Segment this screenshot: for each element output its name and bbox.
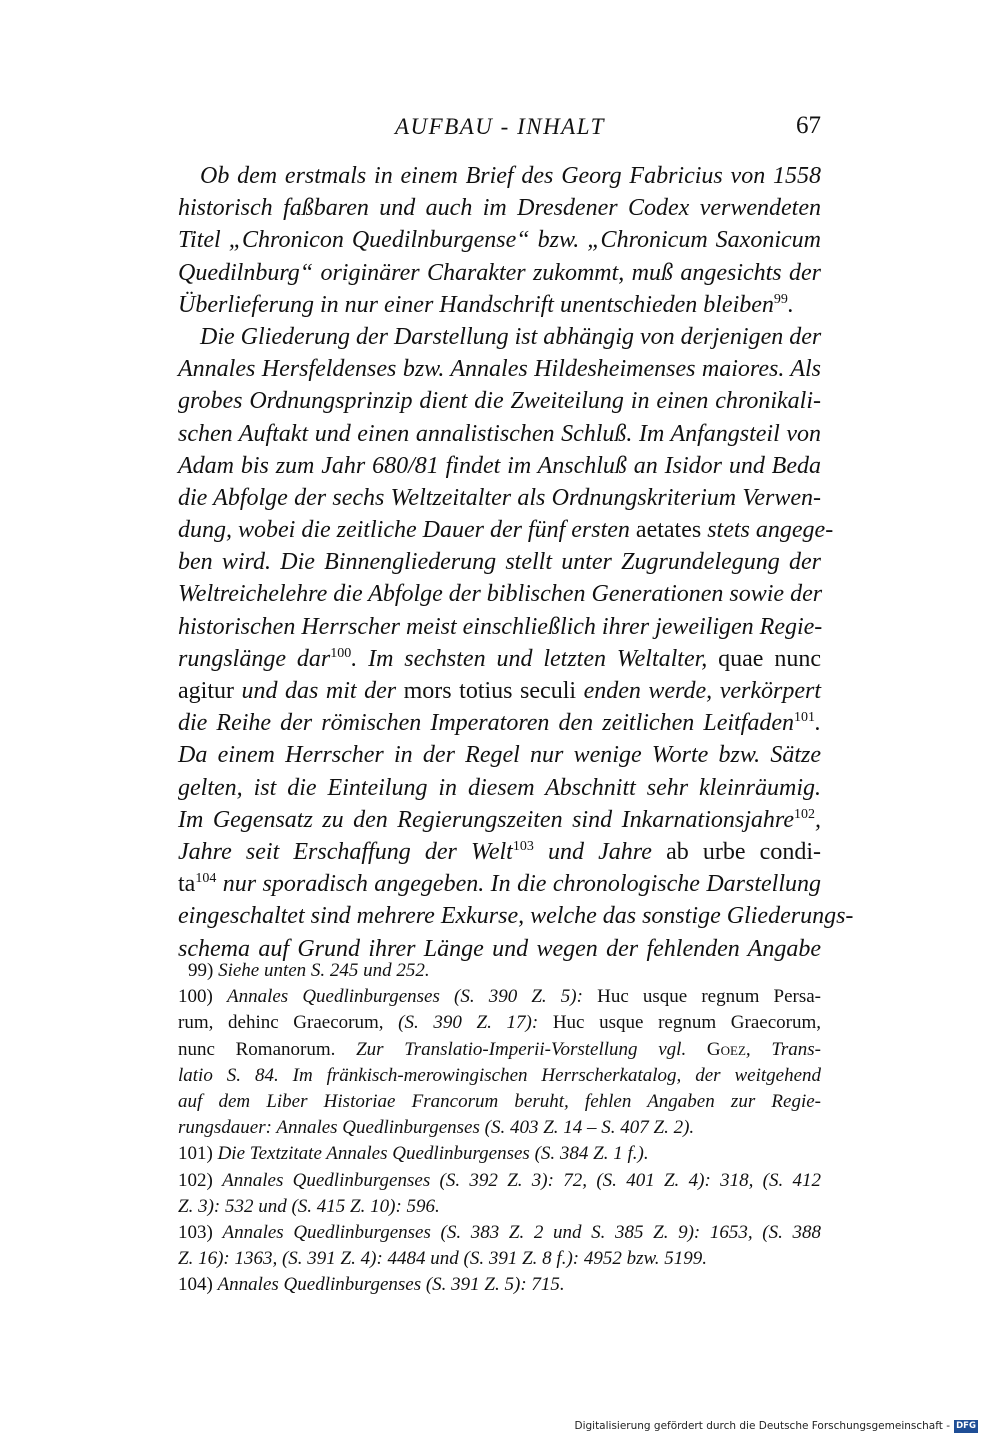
- text-run: nur sporadisch angegeben. In die chronologische Darstellung: [216, 871, 821, 898]
- latin-quote: agitur: [178, 678, 234, 704]
- text-run: Jahre seit Erschaffung der Welt: [178, 838, 513, 865]
- body-line: [178, 353, 821, 385]
- text-run: historischen Herrscher meist einschließlich ihrer jeweiligen Regie-: [178, 613, 823, 640]
- body-line: [178, 675, 821, 707]
- main-text: [178, 160, 854, 965]
- text-run: Titel „Chronicon Quedilnburgense“ bzw. „Chronicum Saxonicum: [178, 227, 821, 254]
- funding-note: Digitalisierung gefördert durch die Deutsche Forschungsgemeinschaft -: [574, 1420, 950, 1432]
- footnote-reference: 103: [512, 838, 534, 854]
- footnote-number: 103): [178, 1221, 223, 1243]
- footnote-reference: 104: [195, 871, 217, 887]
- text-run: Ob dem erstmals in einem Brief des Georg Fabricius von 1558: [200, 163, 821, 189]
- latin-quote: ab urbe condi-: [666, 838, 821, 865]
- latin-quote: ta: [178, 871, 196, 898]
- body-line: [178, 836, 821, 868]
- body-line: [178, 578, 821, 610]
- text-run: Weltreichelehre die Abfolge der biblischen Generationen sowie der: [178, 581, 823, 608]
- text-run: auf dem Liber Historiae Francorum beruht, fehlen Angaben zur Regie-: [178, 1090, 821, 1112]
- page-number: 67: [796, 112, 821, 139]
- footnote-reference: 100: [330, 645, 352, 661]
- body-line: [178, 224, 821, 256]
- footnotes: [178, 958, 821, 1298]
- text-run: historisch faßbaren und auch im Dresdener Codex verwendeten: [178, 195, 821, 222]
- text-run: Adam bis zum Jahr 680/81 findet im Anschluß an Isidor und Beda: [178, 452, 821, 479]
- text-run: , Trans-: [745, 1038, 821, 1060]
- latin-quote: Huc usque regnum Graecorum,: [552, 1012, 821, 1034]
- text-run: und Jahre: [533, 838, 667, 865]
- text-run: gelten, ist die Einteilung in diesem Abschnitt sehr kleinräumig.: [178, 774, 821, 801]
- footnote-line: [178, 1010, 821, 1036]
- text-run: rungsdauer: Annales Quedlinburgenses (S. 403 Z. 14 – S. 407 Z. 2).: [178, 1117, 695, 1139]
- footnote-line: [178, 1272, 821, 1298]
- text-run: und das mit der: [233, 678, 404, 704]
- running-head: AUFBAU - INHALT: [395, 114, 605, 139]
- footnote-line: [178, 1168, 821, 1194]
- body-line: [178, 804, 821, 836]
- footnote-number: 100): [178, 986, 227, 1008]
- body-line: [178, 611, 821, 643]
- footnote-line: [178, 1220, 821, 1246]
- body-line: [178, 772, 821, 804]
- text-run: Zur Translatio-Imperii-Vorstellung vgl.: [356, 1038, 707, 1060]
- footnote-line: [178, 1115, 821, 1141]
- text-run: schema auf Grund ihrer Länge und wegen der fehlenden Angabe: [178, 935, 821, 962]
- text-run: Da einem Herrscher in der Regel nur wenige Worte bzw. Sätze: [178, 742, 821, 769]
- text-run: die Abfolge der sechs Weltzeitalter als Ordnungskriterium Verwen-: [178, 484, 821, 511]
- body-line: [178, 482, 821, 514]
- footnote-number: 101): [178, 1143, 218, 1165]
- text-run: . Im sechsten und letzten Weltalter,: [351, 645, 719, 672]
- text-run: Z. 3): 532 und (S. 415 Z. 10): 596.: [178, 1195, 440, 1217]
- latin-quote: rum, dehinc Graecorum,: [178, 1012, 399, 1034]
- footnote-reference: 102: [794, 806, 815, 822]
- body-line: [178, 900, 854, 932]
- body-line: [178, 739, 821, 771]
- footnote-line: [178, 1037, 821, 1063]
- text-run: (S. 390 Z. 17):: [398, 1012, 553, 1034]
- text-run: ben wird. Die Binnengliederung stellt unter Zugrundelegung der: [178, 549, 821, 576]
- latin-quote: aetates: [635, 517, 702, 544]
- latin-quote: quae nunc: [718, 645, 821, 672]
- author-name: Goez: [706, 1038, 746, 1060]
- text-run: stets angege-: [701, 517, 834, 544]
- body-line: [178, 546, 821, 578]
- text-run: Annales Quedlinburgenses (S. 391 Z. 5): 715.: [217, 1274, 565, 1296]
- text-run: schen Auftakt und einen annalistischen Schluß. Im Anfangsteil von: [178, 420, 821, 447]
- footnote-number: 102): [178, 1169, 223, 1191]
- text-run: Siehe unten S. 245 und 252.: [218, 960, 430, 981]
- footnote-line: [178, 958, 821, 984]
- body-line: [178, 643, 821, 675]
- body-line: [178, 707, 821, 739]
- text-run: Die Textzitate Annales Quedlinburgenses (S. 384 Z. 1 f.).: [217, 1143, 649, 1165]
- body-line: [178, 868, 821, 900]
- footnote-reference: 99: [773, 291, 788, 307]
- text-run: .: [815, 710, 821, 737]
- footnote-line: [178, 1194, 821, 1220]
- text-run: Im Gegensatz zu den Regierungszeiten sind Inkarnationsjahre: [178, 806, 794, 833]
- footnote-line: [178, 1246, 821, 1272]
- text-run: grobes Ordnungsprinzip dient die Zweiteilung in einen chronikali-: [178, 388, 821, 415]
- text-run: .: [787, 291, 794, 318]
- body-line: [178, 160, 821, 192]
- digitization-footer: [574, 1418, 978, 1434]
- text-run: Quedilnburg“ originärer Charakter zukommt, muß angesichts der: [178, 259, 821, 286]
- text-run: Z. 16): 1363, (S. 391 Z. 4): 4484 und (S. 391 Z. 8 f.): 4952 bzw. 5199.: [178, 1248, 708, 1270]
- body-line: [178, 418, 821, 450]
- body-line: [178, 385, 821, 417]
- body-line: [178, 192, 821, 224]
- footnote-reference: 101: [794, 710, 815, 726]
- page-header: [178, 110, 821, 150]
- body-line: [178, 450, 821, 482]
- text-run: enden werde, verkörpert: [576, 678, 821, 704]
- body-line: [178, 514, 834, 546]
- text-run: eingeschaltet sind mehrere Exkurse, welche das sonstige Gliederungs-: [178, 903, 854, 930]
- footnote-line: [178, 984, 821, 1010]
- latin-quote: nunc Romanorum.: [178, 1038, 357, 1060]
- text-run: Überlieferung in nur einer Handschrift unentschieden bleiben: [178, 291, 774, 318]
- text-run: die Reihe der römischen Imperatoren den zeitlichen Leitfaden: [178, 710, 794, 737]
- text-run: Annales Quedlinburgenses (S. 392 Z. 3): 72, (S. 401 Z. 4): 318, (S. 412: [222, 1169, 821, 1191]
- text-run: latio S. 84. Im fränkisch-merowingischen Herrscherkatalog, der weitgehend: [178, 1064, 821, 1086]
- text-run: Annales Quedlinburgenses (S. 383 Z. 2 und S. 385 Z. 9): 1653, (S. 388: [222, 1221, 821, 1243]
- text-run: Annales Hersfeldenses bzw. Annales Hildesheimenses maiores. Als: [178, 356, 821, 383]
- text-run: Die Gliederung der Darstellung ist abhängig von derjenigen der: [200, 323, 822, 350]
- body-line: [178, 289, 821, 321]
- text-run: ,: [815, 806, 821, 833]
- latin-quote: mors totius seculi: [403, 678, 577, 704]
- body-line: [178, 321, 821, 353]
- footnote-number: 99): [188, 960, 219, 981]
- footnote-line: [178, 1063, 821, 1089]
- dfg-logo: DFG: [954, 1420, 978, 1433]
- latin-quote: Huc usque regnum Persa-: [597, 986, 821, 1008]
- footnote-number: 104): [178, 1274, 218, 1296]
- footnote-line: [178, 1141, 821, 1167]
- text-run: dung, wobei die zeitliche Dauer der fünf ersten: [178, 517, 636, 544]
- text-run: rungslänge dar: [178, 645, 331, 672]
- text-run: Annales Quedlinburgenses (S. 390 Z. 5):: [226, 986, 598, 1008]
- footnote-line: [178, 1089, 821, 1115]
- body-line: [178, 257, 821, 289]
